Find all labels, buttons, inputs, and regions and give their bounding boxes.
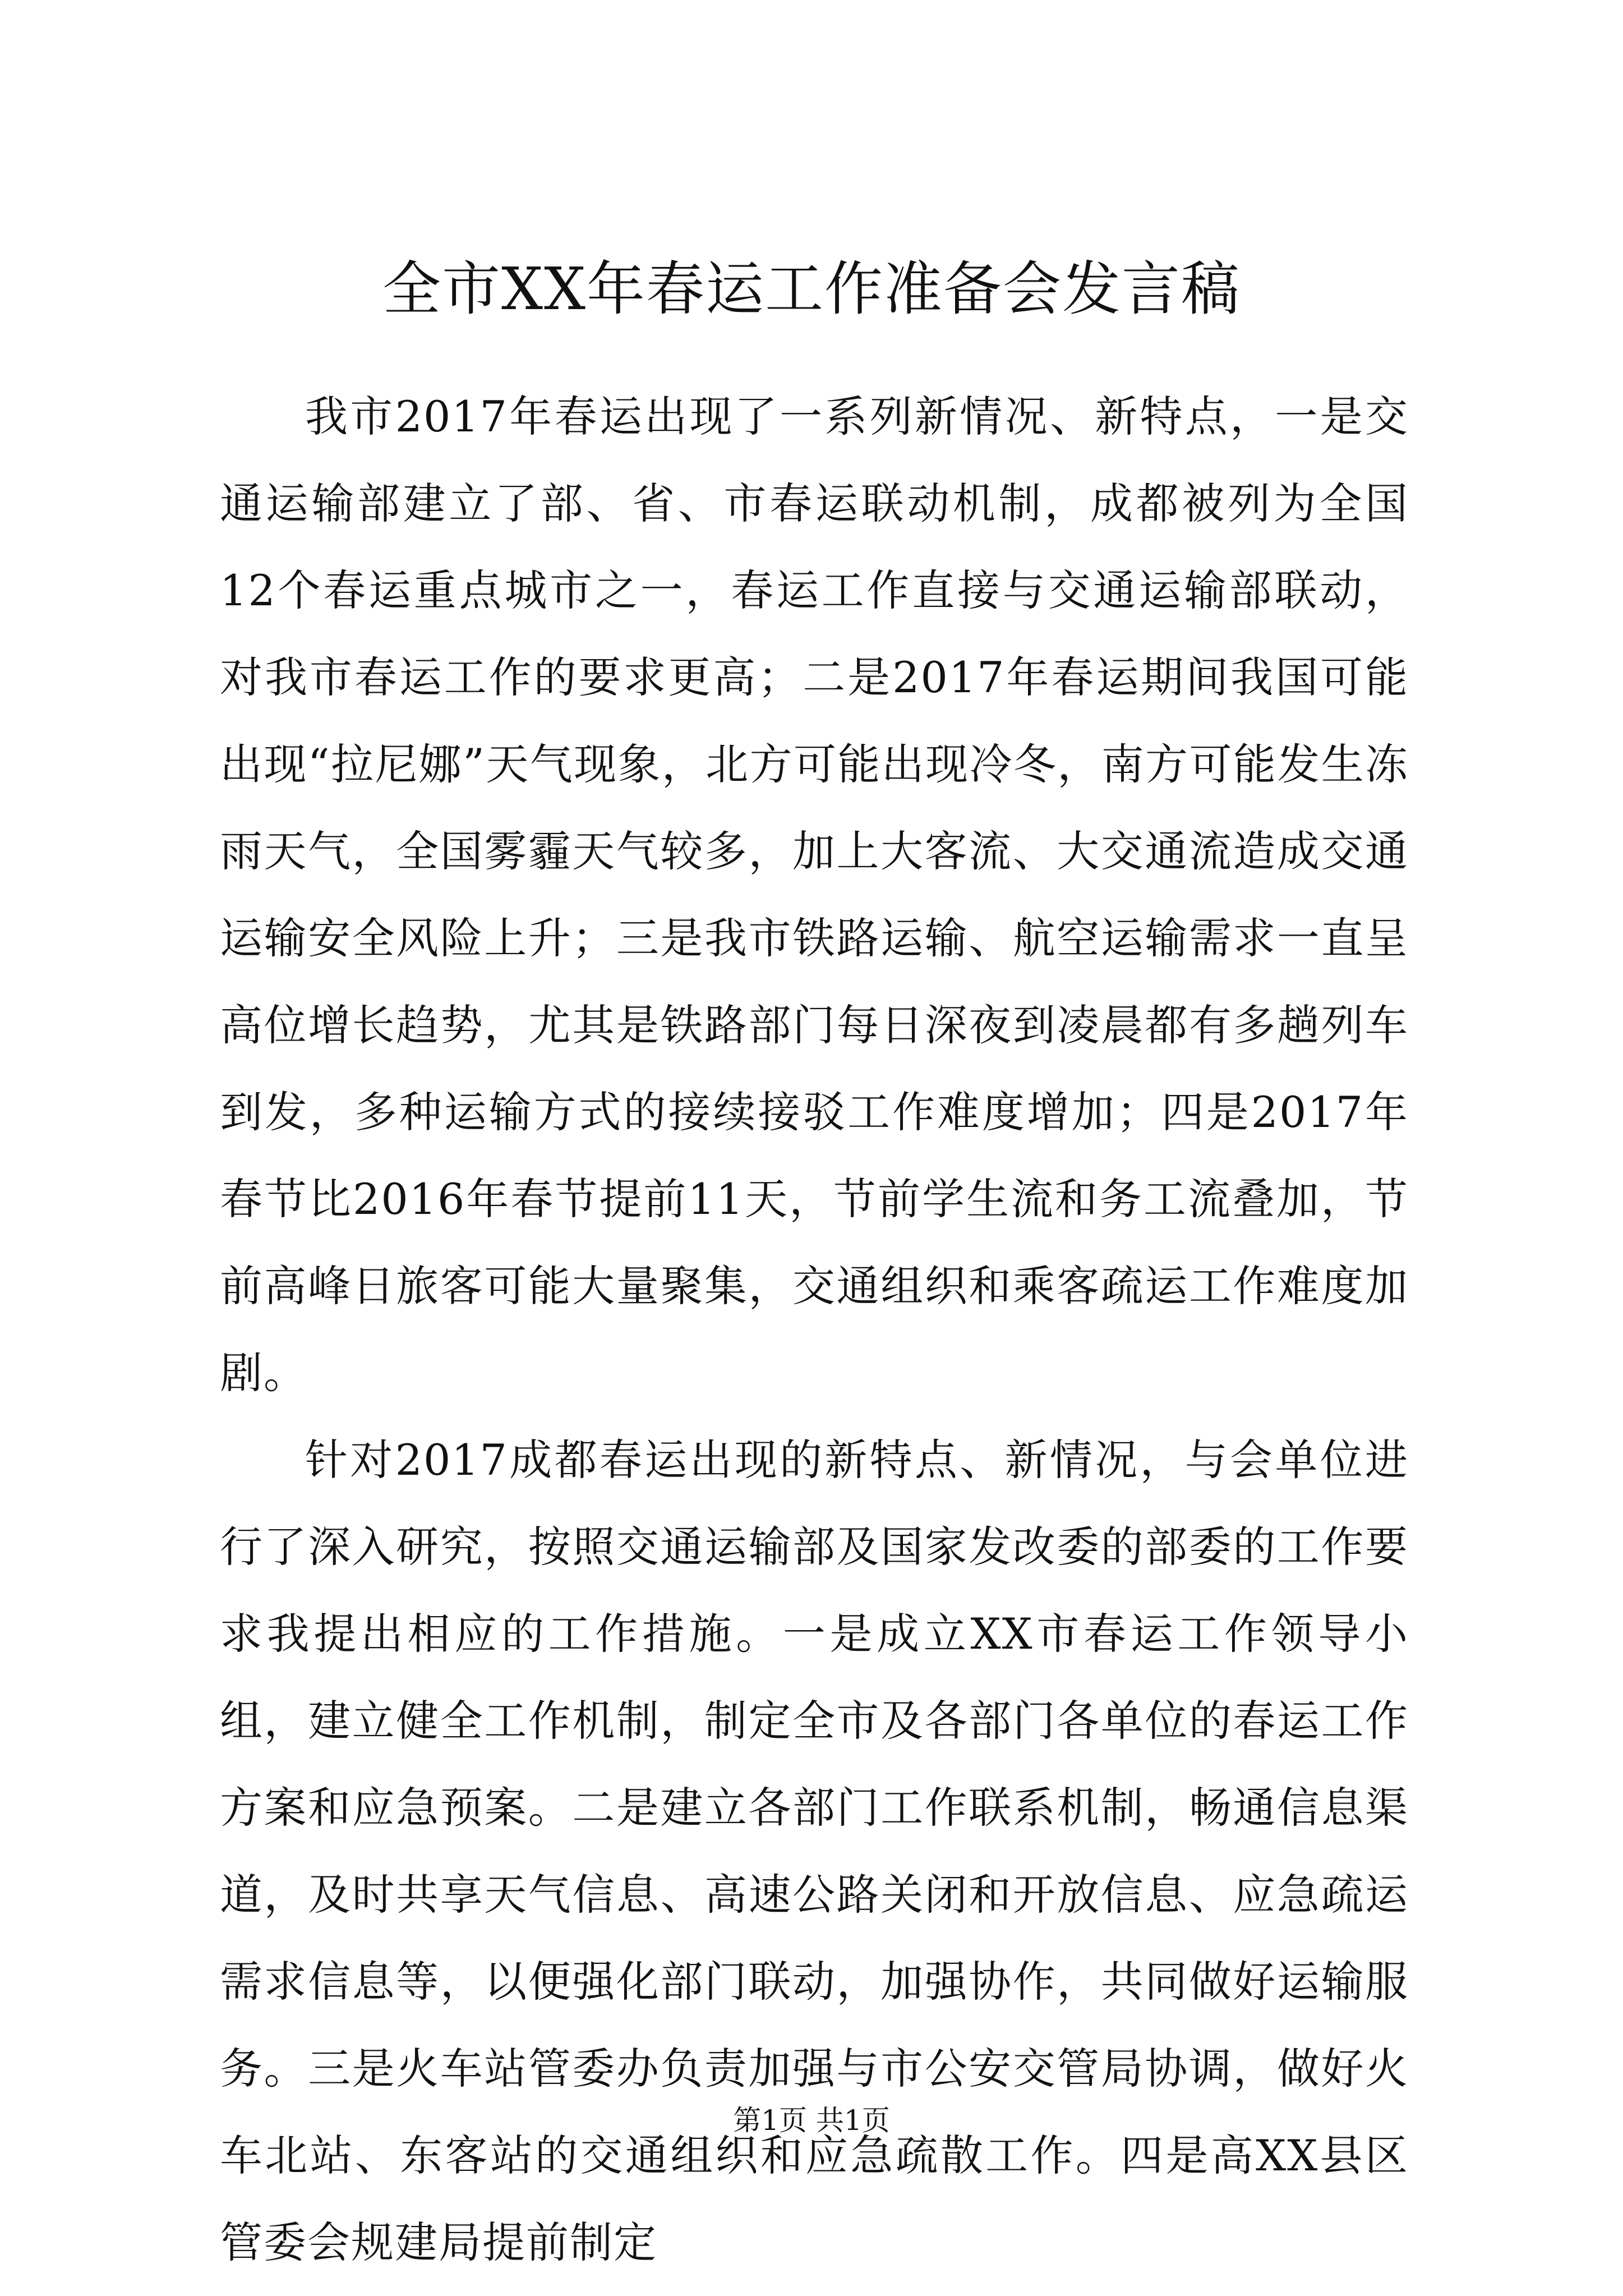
page-footer: 第1页 共1页 bbox=[733, 2104, 890, 2137]
body-paragraph-2: 针对2017成都春运出现的新特点、新情况，与会单位进行了深入研究，按照交通运输部及国家发改委的部委的工作要求我提出相应的工作措施。一是成立XX市春运工作领导小组，建立健全工作机制，制定全市及各部门各单位的春运工作方案和应急预案。二是建立各部门工作联系机制，畅通信息渠道，及时共享天气信息、高速公路关闭和开放信息、应急疏运需求信息等，以便强化部门联动，加强协作，共同做好运输服务。三是火车站管委办负责加强与市公安交管局协调，做好火车北站、东客站的交通组织和应急疏散工作。四是高XX县区管委会规建局提前制定 bbox=[220, 1435, 1409, 2267]
body-paragraph-1: 我市2017年春运出现了一系列新情况、新特点，一是交通运输部建立了部、省、市春运联动机制，成都被列为全国12个春运重点城市之一，春运工作直接与交通运输部联动，对我市春运工作的要求更高；二是2017年春运期间我国可能出现“拉尼娜”天气现象，北方可能出现冷冬，南方可能发生冻雨天气，全国雾霾天气较多，加上大客流、大交通流造成交通运输安全风险上升；三是我市铁路运输、航空运输需求一直呈高位增长趋势，尤其是铁路部门每日深夜到凌晨都有多趟列车到发，多种运输方式的接续接驳工作难度增加；四是2017年春节比2016年春节提前11天，节前学生流和务工流叠加，节前高峰日旅客可能大量聚集，交通组织和乘客疏运工作难度加剧。 bbox=[220, 392, 1409, 1398]
document-title: 全市XX年春运工作准备会发言稿 bbox=[382, 255, 1241, 323]
document-body bbox=[220, 373, 1409, 2286]
